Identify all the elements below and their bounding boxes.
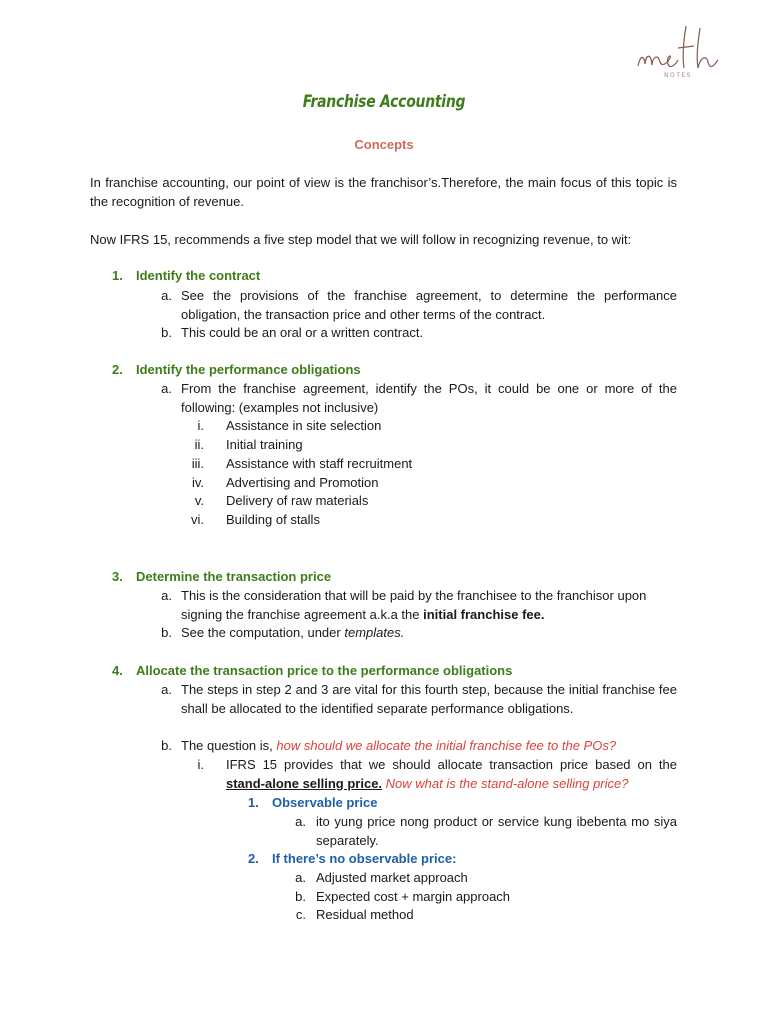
nested-heading-1: 1. Observable price <box>248 795 378 810</box>
intro-paragraph-2: Now IFRS 15, recommends a five step model that we will follow in recognizing revenue, to wit: <box>90 232 632 247</box>
step-heading-3: 3. Determine the transaction price <box>112 569 332 584</box>
step-heading-2: 2. Identify the performance obligations <box>112 362 361 377</box>
intro-paragraph: In franchise accounting, our point of view is the franchisor’s.Therefore, the main focus of this topic is the recognition of revenue. <box>90 175 677 209</box>
page-title: Franchise Accounting <box>302 92 466 112</box>
nested-heading-2: 2. If there’s no observable price: <box>248 851 457 866</box>
logo-subtext: NOTES <box>664 72 692 79</box>
section-subtitle: Concepts <box>354 137 414 152</box>
document-page: NOTES Franchise Accounting Concepts In franchise accounting, our point of view is the franchisor’s.Therefore, the main focus of this topic is the recognition of revenue. Now IFRS 15, recommends a five step model that we will follow in recognizing revenue, to wit: 1. Identify the contract a. See the provisions of the franchise agreement, to determine the performance obligation, the transaction price and other terms of the contract. b. This could be an oral or a written contract. 2. Identify the performance obligations a. From the franchise agreement, identify the POs, it could be one or more of the following: (examples not inclusive) i. Assistance in site selection ii. Initial training iii. Assistance with staff recruitment iv. Advertising and Promotion v. Delivery of raw materials vi. Building of stalls 3. Determine the transaction price a. This is the consideration that will be paid by the franchisee to the franchisor upon signing the franchise agreement a.k.a the initial franchise fee. b. See the computation, under templates. 4. Allocate the transaction price to the performance obligations a. The steps in step 2 and 3 are vital for this fourth step, because the initial franchise fee shall be allocated to the identified separate performance obligations. b. The question is, how should we allocate the initial franchise fee to the POs? i. IFRS 15 provides that we should allocate transaction price based on the stand-alone selling price. Now what is the stand-alone selling price? 1. Observable price a. ito yung price nong product or service kung ibebenta mo siya separately. 2. If there’s no observable price: a. Adjusted market approach b. Expected cost + margin approach c. Residual method <box>0 0 768 1024</box>
step-heading-1: 1. Identify the contract <box>112 268 261 283</box>
step-heading-4: 4. Allocate the transaction price to the performance obligations <box>112 663 513 678</box>
